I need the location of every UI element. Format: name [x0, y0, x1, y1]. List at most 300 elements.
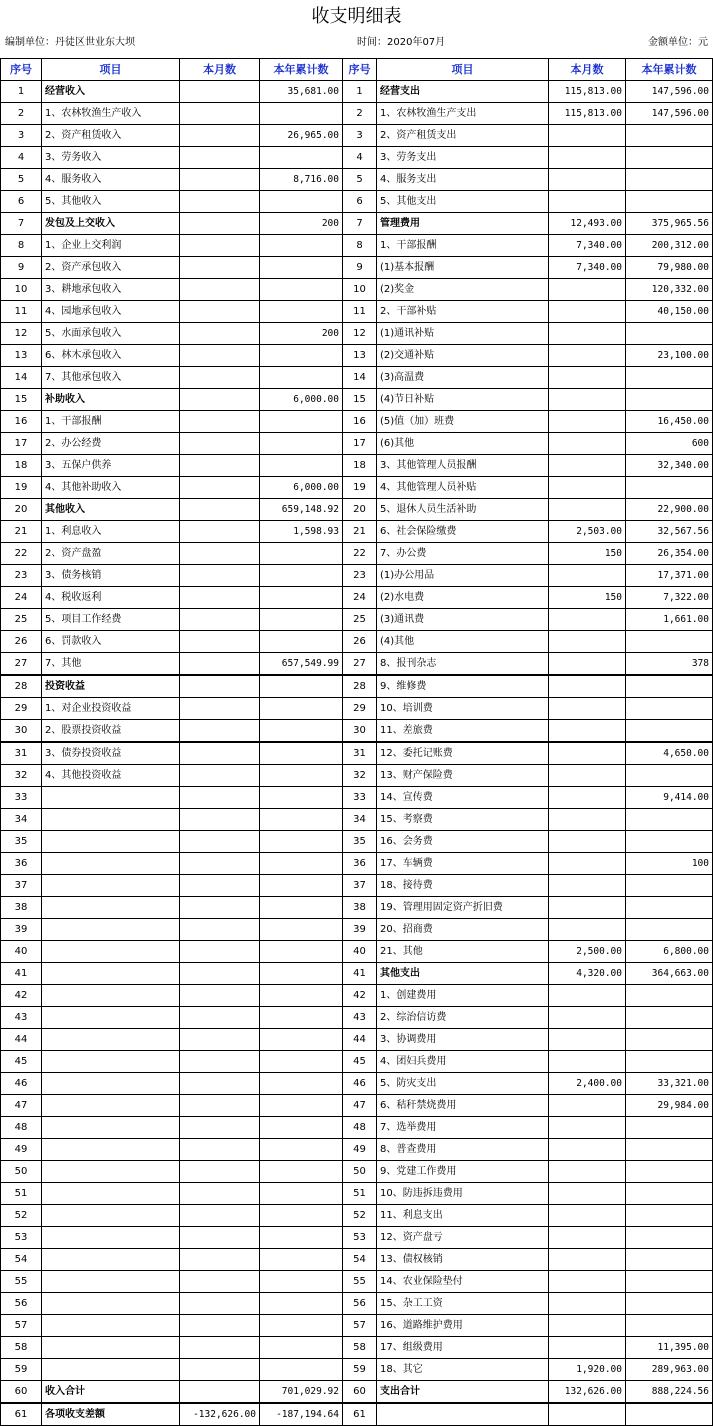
cell-month-left	[180, 301, 260, 323]
cell-month-right: 1,920.00	[549, 1359, 626, 1381]
cell-month-right	[549, 1007, 626, 1029]
cell-year-left: 8,716.00	[260, 169, 343, 191]
cell-item-left: 1、干部报酬	[42, 411, 180, 433]
cell-year-left	[260, 543, 343, 565]
cell-month-left	[180, 389, 260, 411]
cell-month-left	[180, 411, 260, 433]
cell-year-right	[626, 1051, 713, 1073]
cell-item-left: 5、其他收入	[42, 191, 180, 213]
cell-seq-right: 44	[343, 1029, 377, 1051]
cell-month-left	[180, 1161, 260, 1183]
cell-item-left: 其他收入	[42, 499, 180, 521]
table-row	[1, 1029, 713, 1051]
cell-year-right: 11,395.00	[626, 1337, 713, 1359]
cell-month-left	[180, 698, 260, 720]
cell-year-left: -187,194.64	[260, 1403, 343, 1426]
cell-seq-right: 2	[343, 103, 377, 125]
cell-item-left: 1、农林牧渔生产收入	[42, 103, 180, 125]
cell-seq-left: 52	[1, 1205, 42, 1227]
cell-seq-left: 18	[1, 455, 42, 477]
cell-month-left	[180, 1227, 260, 1249]
cell-month-left	[180, 631, 260, 653]
cell-year-right	[626, 323, 713, 345]
cell-month-right	[549, 1095, 626, 1117]
cell-year-right	[626, 1293, 713, 1315]
cell-year-right	[626, 831, 713, 853]
cell-year-right: 200,312.00	[626, 235, 713, 257]
cell-item-left: 4、其他补助收入	[42, 477, 180, 499]
cell-month-left	[180, 455, 260, 477]
cell-month-right: 150	[549, 587, 626, 609]
cell-month-right: 2,500.00	[549, 941, 626, 963]
cell-month-right: 150	[549, 543, 626, 565]
table-row	[1, 653, 713, 676]
cell-item-right: 13、债权核销	[377, 1249, 549, 1271]
cell-item-left	[42, 1227, 180, 1249]
cell-seq-right: 42	[343, 985, 377, 1007]
cell-item-right: 11、差旅费	[377, 720, 549, 743]
cell-year-right	[626, 765, 713, 787]
cell-year-right: 17,371.00	[626, 565, 713, 587]
cell-year-right	[626, 477, 713, 499]
cell-year-left	[260, 1315, 343, 1337]
cell-item-left	[42, 1073, 180, 1095]
cell-item-left	[42, 985, 180, 1007]
cell-seq-right: 38	[343, 897, 377, 919]
header-year-left: 本年累计数	[260, 59, 343, 81]
cell-month-right	[549, 1227, 626, 1249]
cell-item-left	[42, 1359, 180, 1381]
cell-seq-left: 9	[1, 257, 42, 279]
cell-month-left	[180, 1117, 260, 1139]
cell-month-right	[549, 411, 626, 433]
cell-year-right	[626, 147, 713, 169]
cell-item-left	[42, 1249, 180, 1271]
cell-seq-right: 60	[343, 1381, 377, 1404]
cell-year-left	[260, 765, 343, 787]
cell-item-right: 17、车辆费	[377, 853, 549, 875]
cell-year-right: 32,567.56	[626, 521, 713, 543]
cell-month-right	[549, 765, 626, 787]
cell-month-right	[549, 1051, 626, 1073]
cell-month-left	[180, 543, 260, 565]
cell-item-right: 4、服务支出	[377, 169, 549, 191]
cell-item-left: 经营收入	[42, 81, 180, 103]
cell-year-right	[626, 1205, 713, 1227]
cell-month-right	[549, 1183, 626, 1205]
table-row	[1, 765, 713, 787]
cell-year-left	[260, 1117, 343, 1139]
cell-seq-right: 37	[343, 875, 377, 897]
cell-seq-right: 53	[343, 1227, 377, 1249]
cell-seq-left: 37	[1, 875, 42, 897]
table-body	[1, 81, 713, 1426]
cell-year-right: 6,800.00	[626, 941, 713, 963]
cell-year-right	[626, 875, 713, 897]
cell-month-left	[180, 831, 260, 853]
cell-month-right	[549, 477, 626, 499]
cell-item-left: 3、债券投资收益	[42, 742, 180, 765]
cell-seq-left: 32	[1, 765, 42, 787]
table-row	[1, 1073, 713, 1095]
cell-item-left: 2、股票投资收益	[42, 720, 180, 743]
cell-month-left	[180, 1359, 260, 1381]
cell-year-left: 659,148.92	[260, 499, 343, 521]
cell-item-right: 1、农林牧渔生产支出	[377, 103, 549, 125]
cell-year-left	[260, 587, 343, 609]
table-row	[1, 1117, 713, 1139]
cell-item-right: 19、管理用固定资产折旧费	[377, 897, 549, 919]
cell-month-left	[180, 191, 260, 213]
cell-year-right	[626, 191, 713, 213]
cell-month-right: 115,813.00	[549, 81, 626, 103]
cell-year-right	[626, 1029, 713, 1051]
cell-item-right: (1)通讯补贴	[377, 323, 549, 345]
cell-month-left	[180, 81, 260, 103]
cell-month-left	[180, 565, 260, 587]
cell-year-left	[260, 103, 343, 125]
cell-year-right: 147,596.00	[626, 103, 713, 125]
cell-year-left: 1,598.93	[260, 521, 343, 543]
cell-item-right: 10、培训费	[377, 698, 549, 720]
cell-year-right: 364,663.00	[626, 963, 713, 985]
cell-seq-right: 3	[343, 125, 377, 147]
cell-item-right: 10、防违拆违费用	[377, 1183, 549, 1205]
cell-item-right: 5、防灾支出	[377, 1073, 549, 1095]
cell-month-left	[180, 919, 260, 941]
cell-item-left	[42, 1337, 180, 1359]
cell-month-left	[180, 742, 260, 765]
cell-year-right	[626, 1139, 713, 1161]
table-row	[1, 941, 713, 963]
table-row	[1, 455, 713, 477]
header-seq-left: 序号	[1, 59, 42, 81]
cell-year-left	[260, 675, 343, 698]
cell-seq-left: 38	[1, 897, 42, 919]
cell-month-left	[180, 609, 260, 631]
cell-item-right: 3、协调费用	[377, 1029, 549, 1051]
cell-year-left	[260, 875, 343, 897]
cell-year-right	[626, 367, 713, 389]
currency-unit: 金额单位：元	[648, 37, 708, 48]
table-row	[1, 257, 713, 279]
report-title: 收支明细表	[311, 6, 402, 27]
cell-item-left	[42, 1205, 180, 1227]
cell-seq-left: 39	[1, 919, 42, 941]
cell-seq-right: 31	[343, 742, 377, 765]
cell-seq-left: 44	[1, 1029, 42, 1051]
cell-seq-right: 33	[343, 787, 377, 809]
cell-month-left	[180, 1139, 260, 1161]
cell-month-right	[549, 147, 626, 169]
cell-seq-left: 51	[1, 1183, 42, 1205]
cell-seq-right: 11	[343, 301, 377, 323]
cell-seq-left: 57	[1, 1315, 42, 1337]
cell-month-left	[180, 103, 260, 125]
cell-month-left	[180, 1007, 260, 1029]
cell-seq-right: 32	[343, 765, 377, 787]
cell-month-left	[180, 963, 260, 985]
cell-seq-right: 26	[343, 631, 377, 653]
table-row	[1, 191, 713, 213]
table-row	[1, 521, 713, 543]
cell-month-right	[549, 985, 626, 1007]
table-row	[1, 1359, 713, 1381]
header-item-right: 项目	[377, 59, 549, 81]
cell-year-right: 120,332.00	[626, 279, 713, 301]
cell-year-right	[626, 985, 713, 1007]
cell-item-right	[377, 1403, 549, 1426]
cell-seq-right: 24	[343, 587, 377, 609]
cell-item-right: 20、招商费	[377, 919, 549, 941]
cell-item-right: 2、综治信访费	[377, 1007, 549, 1029]
cell-month-right	[549, 1117, 626, 1139]
table-row	[1, 1337, 713, 1359]
cell-item-right: 1、创建费用	[377, 985, 549, 1007]
cell-seq-left: 4	[1, 147, 42, 169]
table-row	[1, 279, 713, 301]
header-month-right: 本月数	[549, 59, 626, 81]
cell-month-right	[549, 1161, 626, 1183]
cell-year-left	[260, 191, 343, 213]
cell-month-right	[549, 1315, 626, 1337]
cell-month-right	[549, 853, 626, 875]
cell-year-left	[260, 698, 343, 720]
cell-seq-left: 33	[1, 787, 42, 809]
cell-month-right: 132,626.00	[549, 1381, 626, 1404]
table-row	[1, 1403, 713, 1426]
cell-month-right	[549, 301, 626, 323]
cell-seq-right: 43	[343, 1007, 377, 1029]
cell-year-left	[260, 631, 343, 653]
cell-month-left	[180, 477, 260, 499]
cell-seq-left: 48	[1, 1117, 42, 1139]
cell-seq-left: 58	[1, 1337, 42, 1359]
cell-seq-right: 55	[343, 1271, 377, 1293]
cell-year-right: 29,984.00	[626, 1095, 713, 1117]
cell-month-right	[549, 1139, 626, 1161]
cell-month-right	[549, 1403, 626, 1426]
cell-month-left	[180, 1051, 260, 1073]
cell-item-left: 6、林木承包收入	[42, 345, 180, 367]
cell-item-left: 2、资产承包收入	[42, 257, 180, 279]
cell-year-right	[626, 169, 713, 191]
cell-month-left	[180, 809, 260, 831]
cell-item-right: 8、普查费用	[377, 1139, 549, 1161]
cell-item-right: 12、资产盘亏	[377, 1227, 549, 1249]
cell-year-right	[626, 1403, 713, 1426]
cell-year-right: 378	[626, 653, 713, 676]
cell-item-right: 16、道路维护费用	[377, 1315, 549, 1337]
cell-item-left: 5、项目工作经费	[42, 609, 180, 631]
cell-seq-right: 57	[343, 1315, 377, 1337]
cell-item-right: 18、其它	[377, 1359, 549, 1381]
cell-month-right	[549, 1205, 626, 1227]
cell-month-right	[549, 609, 626, 631]
cell-year-right	[626, 919, 713, 941]
cell-seq-left: 55	[1, 1271, 42, 1293]
table-row	[1, 433, 713, 455]
cell-item-left	[42, 1161, 180, 1183]
cell-seq-right: 16	[343, 411, 377, 433]
cell-seq-left: 47	[1, 1095, 42, 1117]
cell-month-right	[549, 345, 626, 367]
cell-month-right	[549, 433, 626, 455]
cell-month-left	[180, 1315, 260, 1337]
cell-seq-left: 7	[1, 213, 42, 235]
table-row	[1, 897, 713, 919]
cell-seq-left: 26	[1, 631, 42, 653]
cell-month-left	[180, 521, 260, 543]
cell-seq-left: 25	[1, 609, 42, 631]
cell-item-left	[42, 853, 180, 875]
cell-month-right	[549, 367, 626, 389]
cell-year-left	[260, 742, 343, 765]
table-row	[1, 985, 713, 1007]
cell-year-left	[260, 301, 343, 323]
cell-item-left: 7、其他	[42, 653, 180, 676]
cell-month-right	[549, 191, 626, 213]
cell-seq-left: 21	[1, 521, 42, 543]
table-row	[1, 809, 713, 831]
cell-seq-right: 27	[343, 653, 377, 676]
cell-month-left	[180, 587, 260, 609]
table-row	[1, 698, 713, 720]
cell-seq-right: 45	[343, 1051, 377, 1073]
cell-seq-right: 41	[343, 963, 377, 985]
cell-item-left: 6、罚款收入	[42, 631, 180, 653]
cell-seq-left: 1	[1, 81, 42, 103]
cell-seq-left: 19	[1, 477, 42, 499]
table-row	[1, 787, 713, 809]
cell-seq-left: 45	[1, 1051, 42, 1073]
cell-seq-right: 51	[343, 1183, 377, 1205]
cell-item-left	[42, 1007, 180, 1029]
cell-year-right: 22,900.00	[626, 499, 713, 521]
cell-month-left	[180, 875, 260, 897]
cell-seq-right: 52	[343, 1205, 377, 1227]
table-row	[1, 1293, 713, 1315]
cell-year-left: 6,000.00	[260, 389, 343, 411]
cell-year-right: 888,224.56	[626, 1381, 713, 1404]
cell-item-left: 2、资产租赁收入	[42, 125, 180, 147]
cell-seq-right: 20	[343, 499, 377, 521]
cell-seq-right: 25	[343, 609, 377, 631]
cell-year-right	[626, 1315, 713, 1337]
cell-item-left: 2、资产盘盈	[42, 543, 180, 565]
table-row	[1, 742, 713, 765]
cell-month-left: -132,626.00	[180, 1403, 260, 1426]
cell-year-right	[626, 897, 713, 919]
cell-item-left	[42, 809, 180, 831]
cell-month-right	[549, 653, 626, 676]
cell-item-right: 8、报刊杂志	[377, 653, 549, 676]
cell-year-right	[626, 1183, 713, 1205]
cell-month-left	[180, 941, 260, 963]
table-row	[1, 1227, 713, 1249]
table-row	[1, 963, 713, 985]
cell-seq-right: 17	[343, 433, 377, 455]
cell-item-left: 投资收益	[42, 675, 180, 698]
cell-year-right	[626, 1249, 713, 1271]
cell-year-left	[260, 1271, 343, 1293]
cell-month-right	[549, 1337, 626, 1359]
cell-item-left: 补助收入	[42, 389, 180, 411]
cell-item-left	[42, 1051, 180, 1073]
cell-seq-right: 7	[343, 213, 377, 235]
cell-item-left: 1、对企业投资收益	[42, 698, 180, 720]
cell-seq-right: 13	[343, 345, 377, 367]
income-expense-table	[0, 58, 713, 1426]
table-row	[1, 411, 713, 433]
cell-year-left: 657,549.99	[260, 653, 343, 676]
cell-month-left	[180, 1381, 260, 1404]
table-row	[1, 1007, 713, 1029]
table-row	[1, 1161, 713, 1183]
table-row	[1, 477, 713, 499]
cell-seq-left: 36	[1, 853, 42, 875]
cell-item-right: 2、干部补贴	[377, 301, 549, 323]
cell-item-right: 6、秸秆禁烧费用	[377, 1095, 549, 1117]
cell-month-right	[549, 565, 626, 587]
cell-year-left: 200	[260, 213, 343, 235]
cell-year-right: 23,100.00	[626, 345, 713, 367]
header-item-left: 项目	[42, 59, 180, 81]
cell-year-left: 6,000.00	[260, 477, 343, 499]
cell-year-left: 26,965.00	[260, 125, 343, 147]
table-row	[1, 631, 713, 653]
cell-month-left	[180, 1095, 260, 1117]
cell-year-left	[260, 1029, 343, 1051]
cell-item-right: (3)通讯费	[377, 609, 549, 631]
cell-seq-right: 19	[343, 477, 377, 499]
cell-item-right: (1)办公用品	[377, 565, 549, 587]
cell-item-left	[42, 1095, 180, 1117]
cell-month-right	[549, 1249, 626, 1271]
cell-year-left	[260, 257, 343, 279]
cell-seq-left: 34	[1, 809, 42, 831]
compiling-unit: 编制单位：丹徒区世业东大坝	[5, 37, 135, 48]
cell-seq-left: 46	[1, 1073, 42, 1095]
cell-seq-right: 39	[343, 919, 377, 941]
cell-year-right: 16,450.00	[626, 411, 713, 433]
cell-seq-left: 11	[1, 301, 42, 323]
cell-month-right	[549, 323, 626, 345]
cell-item-right: 4、团妇兵费用	[377, 1051, 549, 1073]
cell-seq-left: 50	[1, 1161, 42, 1183]
cell-seq-right: 21	[343, 521, 377, 543]
cell-seq-left: 29	[1, 698, 42, 720]
cell-seq-left: 2	[1, 103, 42, 125]
cell-item-right: 14、农业保险垫付	[377, 1271, 549, 1293]
table-row	[1, 147, 713, 169]
table-row	[1, 1381, 713, 1404]
cell-month-left	[180, 897, 260, 919]
cell-year-left	[260, 919, 343, 941]
cell-year-right	[626, 1117, 713, 1139]
cell-item-right: 16、会务费	[377, 831, 549, 853]
cell-seq-right: 18	[343, 455, 377, 477]
table-row	[1, 1139, 713, 1161]
cell-month-left	[180, 213, 260, 235]
cell-item-right: (2)交通补贴	[377, 345, 549, 367]
cell-month-left	[180, 499, 260, 521]
cell-seq-left: 59	[1, 1359, 42, 1381]
cell-month-left	[180, 235, 260, 257]
table-row	[1, 81, 713, 103]
cell-seq-left: 24	[1, 587, 42, 609]
cell-item-left	[42, 1139, 180, 1161]
